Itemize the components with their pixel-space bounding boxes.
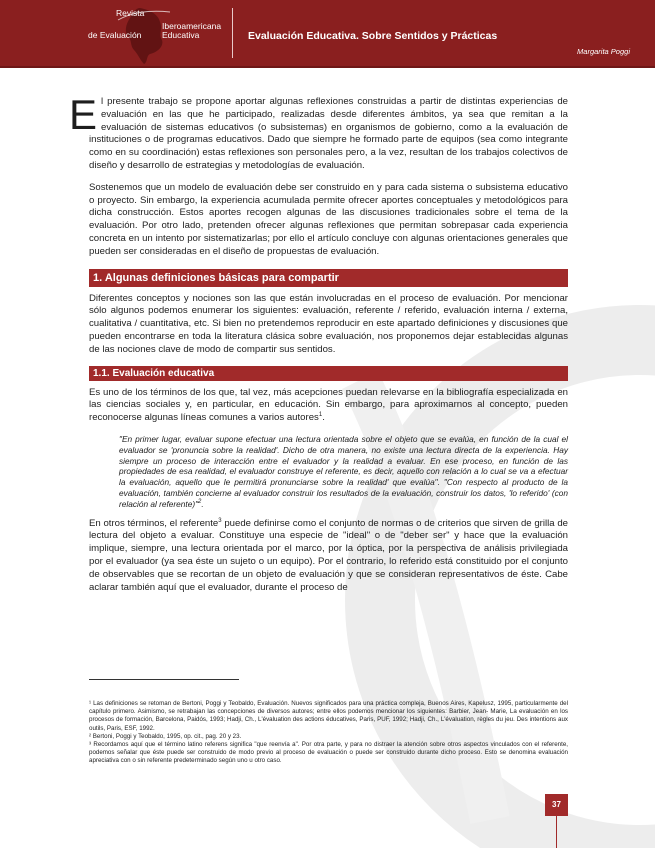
header-divider [232, 8, 233, 58]
footnote-ref-3[interactable]: 3 [218, 517, 222, 524]
block-quote [119, 434, 568, 510]
section-1-1-paragraph-2-rest: puede definirse como el conjunto de normas o de criterios que sirven de grilla de lectura del objeto a evaluar. Constituye una especie de "ideal" o de "deber ser" y hace que la evaluación implique, siempre, una lectura orientada por el marco, por la óptica, por la perspectiva de análisis privilegiada por el evaluador (ya sea éste un sujeto o un equipo). Por el contrario, lo referido está constituido por el conjunto de observables que se recortan de un objeto de evaluación y que se consideran representativos de éste. Cabe aclarar también aquí que el evaluador, durante el proceso de [89, 517, 568, 593]
footnote-separator [89, 679, 239, 680]
section-1-1-paragraph-1 [89, 387, 568, 425]
journal-name-line1: Revista [116, 8, 145, 18]
section-heading-1: 1. Algunas definiciones básicas para compartir [89, 269, 568, 287]
section-1-1-paragraph-2-start: En otros términos, el referente [89, 517, 219, 529]
journal-name-line3: de Evaluación [88, 30, 142, 40]
footnote-1: ¹ Las definiciones se retoman de Bertoni, Poggi y Teobaldo, Evaluación. Nuevos significados para una práctica compleja, Buenos Aires, Kapelusz, 1995, particularmente del capítulo primero. Asimismo, se retrabajan las concepciones de diversos autores; entre ellos podemos mencionar los siguientes: Barbier, Jean- Marie, La evaluación en los procesos de formación, Barcelona, Paidós, 1993; Hadji, Ch., L'évaluation des actions éducatives, Paris, PUF, 1992; Hadji, Ch., L'évaluation, règles du jeu. Des intentions aux outils, Paris, ESF, 1992. [89, 700, 568, 732]
footnotes [89, 700, 568, 766]
article-body [69, 91, 568, 603]
section-1-1-paragraph-1-text: Es uno de los términos de los que, tal vez, más acepciones puedan relevarse en la bibliografía especializada en las ciencias sociales y, en particular, en educación. Sin embargo, para aproximarnos al concepto, pueden reconocerse algunas líneas comunes a varios autores [89, 386, 568, 424]
footnote-ref-1[interactable]: 1 [318, 411, 323, 418]
intro-paragraph-2: Sostenemos que un modelo de evaluación debe ser construido en y para cada sistema o subsistema educativo o proyecto. Sin embargo, la experiencia acumulada permite ofrecer aportes conceptuales y metodológicos para dicha construcción. Estos aportes recogen algunas de las discusiones tradicionales sobre el tema de la evaluación. Por otro lado, pretenden ofrecer algunas reflexiones que permitan sobrepasar cada experiencia concreta en un intento por sistematizarlas; por ello el artículo concluye con algunas orientaciones generales que pueden ser consideradas en el diseño de propuestas de evaluación. [89, 181, 568, 257]
journal-name-line2: Iberoamericana [162, 21, 222, 31]
header-author: Margarita Poggi [577, 47, 630, 56]
section-1-paragraph: Diferentes conceptos y nociones son las que están involucradas en el proceso de evaluación. Por mencionar sólo algunos podemos enumerar los siguientes: evaluación, referente / referido, evaluación interna / externa, cualitativa / cuantitativa, etc. Si bien no pretendemos reproducir en este apartado definiciones y discusiones que pueden encontrarse en toda la literatura clásica sobre evaluación, nos proponemos dejar establecidas algunas de las nociones clave de modo de compartir sus sentidos. [89, 292, 568, 355]
footnote-3: ³ Recordamos aquí que el término latino referens significa "que reenvía a". Por otra parte, y para no distraer la atención sobre otros aspectos vinculados con el referente, podemos señalar que éste puede ser construido de modo previo al proceso de evaluación o puede ser construido durante dicho proceso. Esto se denomina evaluación apreciativa con o sin referente predeterminado según uno u otro caso. [89, 741, 568, 765]
header-rule [0, 66, 655, 68]
footnote-2: ² Bertoni, Poggi y Teobaldo, 1995, op. cit., pag. 20 y 23. [89, 732, 242, 740]
sentence-end: . [322, 412, 325, 424]
block-quote-text: "En primer lugar, evaluar supone efectuar una lectura orientada sobre el objeto que se evalúa, en función de la cual el evaluador se 'pronuncia sobre la realidad'. Dicho de otra manera, no existe una lectura directa de la experiencia. Hay siempre un proceso de interacción entre el evaluador y la realidad a evaluar. En ese proceso, en función de las propiedades de esa realidad, el evaluador construye el referente, es decir, aquello con relación a lo cual se va a efectuar la evaluación, aquello que le permitirá pronunciarse sobre la realidad' que evalúa". "Con respecto al producto de la evaluación, también concierne al evaluador construir los resultados de la evaluación, construir los datos, 'lo referido' (con relación al referente)" [119, 433, 568, 509]
section-1-1-paragraph-2 [89, 518, 568, 595]
section-heading-1-1: 1.1. Evaluación educativa [89, 366, 568, 381]
intro-paragraph-1 [69, 91, 568, 173]
intro-paragraph-1-text: l presente trabajo se propone aportar algunas reflexiones construidas a partir de distintas experiencias de evaluación en las que he participado, realizadas desde diferentes ámbitos, ya sea que remitan a la evaluación de sistemas educativos (o subsistemas) en organismos de gobierno, como a la evaluación de instituciones o de programas educativos. Dado que siempre he formado parte de equipos (sea como integrante como en su coordinación) estas reflexiones son personales pero, a la vez, resultan de los trabajos colectivos de diseño y desarrollo de estrategias y metodologías de evaluación. [89, 96, 568, 171]
page-number-tick [556, 816, 557, 848]
page-number: 37 [545, 794, 568, 816]
header-title: Evaluación Educativa. Sobre Sentidos y Prácticas [248, 30, 498, 42]
footnote-ref-2[interactable]: 2 [198, 498, 202, 505]
drop-cap: E [69, 91, 98, 138]
journal-name-line4: Educativa [162, 30, 200, 40]
quote-end: . [201, 498, 204, 509]
